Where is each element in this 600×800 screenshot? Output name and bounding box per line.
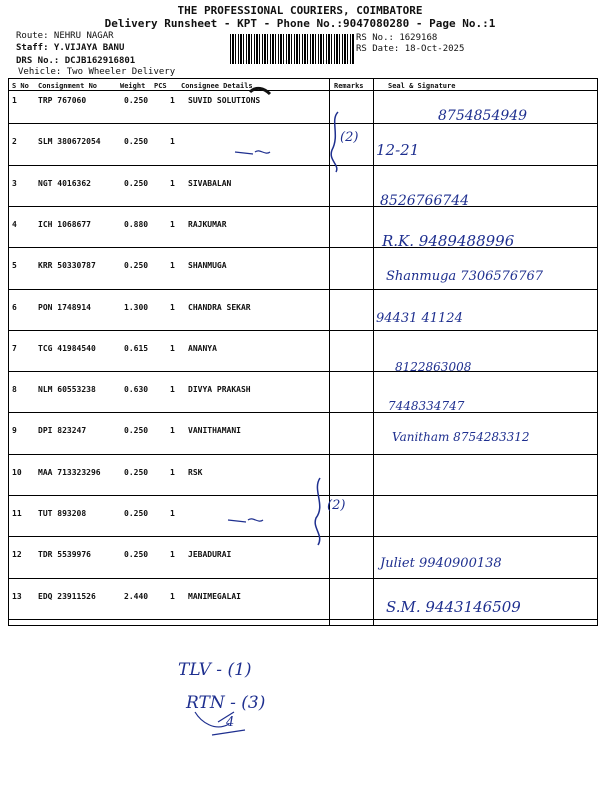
vehicle-label: Vehicle: Two Wheeler Delivery: [18, 67, 176, 77]
row-12-consignee: JEBADURAI: [188, 550, 232, 560]
row-8-sno: 8: [12, 385, 17, 395]
row-3-consignee: SIVABALAN: [188, 178, 232, 188]
col-header-consignment: Consignment No: [38, 82, 98, 90]
row-5-pcs: 1: [170, 261, 175, 271]
col-header-seal: Seal & Signature: [388, 82, 456, 90]
col-header-sno: S No: [12, 82, 29, 90]
rs-number: RS No.: 1629168: [356, 33, 438, 43]
row-1-weight: 0.250: [124, 96, 149, 105]
row-3-sno: 3: [12, 178, 17, 188]
drs-label: DRS No.: DCJB162916801: [16, 56, 136, 66]
row-7-consignee: ANANYA: [188, 343, 217, 353]
rtn-note: RTN - (3): [186, 693, 266, 713]
row-6-weight: 1.300: [124, 302, 149, 312]
row-4-consignment: ICH 1068677: [38, 219, 91, 229]
row-8-pcs: 1: [170, 385, 175, 395]
row-4-weight: 0.880: [124, 219, 149, 229]
row-12-pcs: 1: [170, 550, 175, 560]
rtn-sub-note: 4: [226, 715, 235, 730]
row-7-sno: 7: [12, 343, 17, 353]
col-header-remarks: Remarks: [334, 82, 364, 90]
row-9-sno: 9: [12, 426, 17, 436]
row-1-consignment: TRP 767060: [38, 96, 87, 105]
row-9-consignment: DPI 823247: [38, 426, 87, 436]
row-13-sno: 13: [12, 591, 22, 601]
row-10-consignment: MAA 713323296: [38, 467, 101, 477]
row-4-pcs: 1: [170, 219, 175, 229]
row-6-sno: 6: [12, 302, 17, 312]
row-8-consignment: NLM 60553238: [38, 385, 96, 395]
row-10-weight: 0.250: [124, 467, 149, 477]
row-7-pcs: 1: [170, 343, 175, 353]
row-5-signature: Shanmuga 7306576767: [386, 269, 544, 285]
row-2-signature: 12-21: [376, 141, 420, 160]
row-7-consignment: TCG 41984540: [38, 343, 96, 353]
row-11-sno: 11: [12, 509, 22, 518]
row-6-signature: 94431 41124: [376, 310, 463, 326]
row-9-consignee: VANITHAMANI: [188, 426, 241, 436]
row-13-pcs: 1: [170, 591, 175, 601]
row-9-signature: Vanitham 8754283312: [392, 430, 530, 445]
row-8-signature: 7448334747: [388, 399, 465, 414]
row-11-pcs: 1: [170, 509, 175, 518]
row-4-sno: 4: [12, 219, 17, 229]
row-3-weight: 0.250: [124, 178, 149, 188]
row-4-consignee: RAJKUMAR: [188, 219, 227, 229]
col-header-consignee: Consignee Details: [181, 82, 253, 90]
row-13-weight: 2.440: [124, 591, 149, 601]
row-6-consignment: PON 1748914: [38, 302, 91, 312]
row-13-signature: S.M. 9443146509: [386, 597, 521, 616]
row-12-sno: 12: [12, 550, 22, 560]
remark-mark-1: (2): [340, 130, 359, 145]
row-12-weight: 0.250: [124, 550, 149, 560]
row-11-consignment: TUT 893208: [38, 509, 87, 518]
row-9-weight: 0.250: [124, 426, 149, 436]
row-4-signature: R.K. 9489488996: [382, 231, 515, 250]
row-12-consignment: TDR 5539976: [38, 550, 91, 560]
row-3-pcs: 1: [170, 178, 175, 188]
row-2-consignment: SLM 380672054: [38, 137, 101, 147]
row-13-consignment: EDQ 23911526: [38, 591, 96, 601]
row-5-sno: 5: [12, 261, 17, 271]
remark-mark-10: (2): [327, 498, 346, 513]
row-8-weight: 0.630: [124, 385, 149, 395]
row-5-consignee: SHANMUGA: [188, 261, 227, 271]
row-9-pcs: 1: [170, 426, 175, 436]
row-2-weight: 0.250: [124, 137, 149, 147]
tlv-note: TLV - (1): [178, 660, 252, 680]
runsheet-title: Delivery Runsheet - KPT - Phone No.:9047080280 - Page No.:1: [104, 17, 496, 30]
row-2-pcs: 1: [170, 137, 175, 147]
staff-label: Staff: Y.VIJAYA BANU: [16, 43, 125, 53]
row-8-consignee: DIVYA PRAKASH: [188, 385, 251, 395]
row-3-signature: 8526766744: [380, 192, 470, 209]
row-1-signature: 8754854949: [438, 108, 528, 124]
row-6-consignee: CHANDRA SEKAR: [188, 302, 251, 312]
row-7-weight: 0.615: [124, 343, 149, 353]
row-11-weight: 0.250: [124, 509, 149, 518]
row-10-sno: 10: [12, 467, 22, 477]
row-5-consignment: KRR 50330787: [38, 261, 96, 271]
row-7-signature: 8122863008: [395, 359, 472, 374]
row-13-consignee: MANIMEGALAI: [188, 591, 241, 601]
row-10-pcs: 1: [170, 467, 175, 477]
col-header-weight: Weight: [120, 82, 146, 90]
route-label: Route: NEHRU NAGAR: [16, 31, 114, 41]
row-5-weight: 0.250: [124, 261, 149, 271]
company-title: THE PROFESSIONAL COURIERS, COIMBATORE: [177, 4, 423, 17]
row-1-sno: 1: [12, 96, 17, 105]
row-12-signature: Juliet 9940900138: [380, 556, 502, 572]
row-1-pcs: 1: [170, 96, 175, 105]
row-3-consignment: NGT 4016362: [38, 178, 91, 188]
row-6-pcs: 1: [170, 302, 175, 312]
row-1-consignee: SUVID SOLUTIONS: [188, 96, 261, 105]
row-10-consignee: RSK: [188, 467, 203, 477]
row-2-sno: 2: [12, 137, 17, 147]
rs-date: RS Date: 18-Oct-2025: [356, 44, 465, 54]
col-header-pcs: PCS: [154, 82, 167, 90]
